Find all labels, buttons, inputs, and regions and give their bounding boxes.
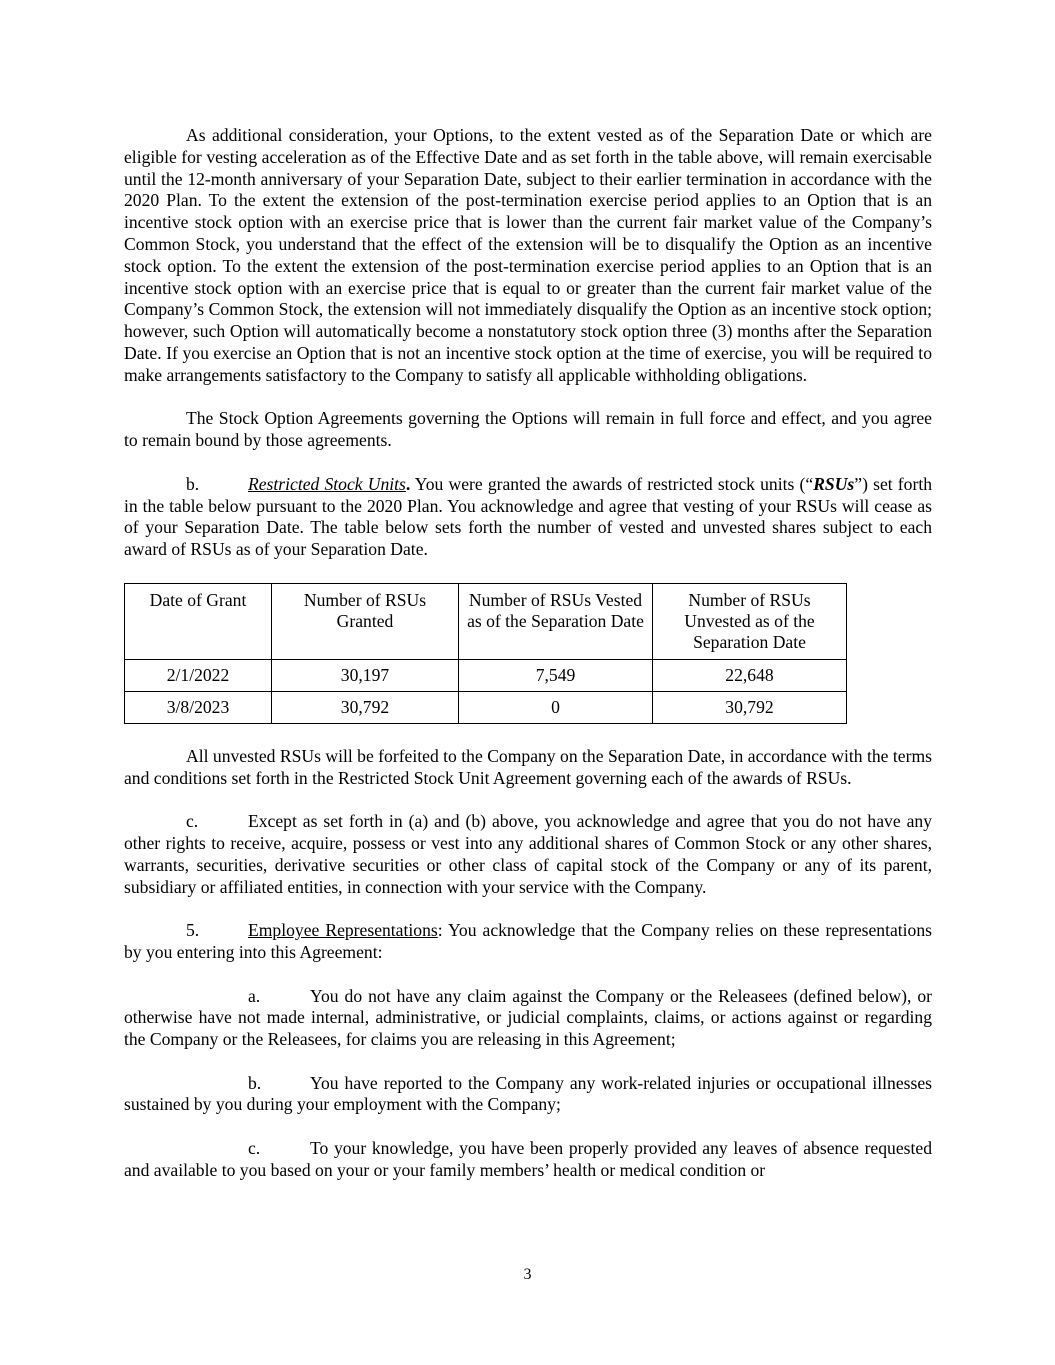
cell-rsus-vested: 7,549 [459,659,653,691]
representation-text: To your knowledge, you have been properly provided any leaves of absence requested and available to you based on your or your family members’ health or medical condition or [124,1138,932,1180]
stock-option-agreements-paragraph: The Stock Option Agreements governing the Options will remain in full force and effect, and you agree to remain bound by those agreements. [124,408,932,451]
representation-item [124,986,932,1051]
cell-date-of-grant: 2/1/2022 [125,659,272,691]
section-5-heading: Employee Representations [248,920,438,941]
section-b-paragraph [124,474,932,561]
table-row [125,691,847,723]
cell-rsus-granted: 30,197 [272,659,459,691]
rsu-table-header-row [125,583,847,659]
options-extension-paragraph: As additional consideration, your Options, to the extent vested as of the Separation Date or which are eligible for vesting acceleration as of the Effective Date and as set forth in the table above, will remain exercisable until the 12-month anniversary of your Separation Date, subject to their earlier termination in accordance with the 2020 Plan. To the extent the extension of the post-termination exercise period applies to an Option that is an incentive stock option with an exercise price that is lower than the current fair market value of the Company’s Common Stock, you understand that the effect of the extension will be to disqualify the Option as an incentive stock option. To the extent the extension of the post-termination exercise period applies to an Option that is an incentive stock option with an exercise price that is equal to or greater than the current fair market value of the Company’s Common Stock, the extension will not immediately disqualify the Option as an incentive stock option; however, such Option will automatically become a nonstatutory stock option three (3) months after the Separation Date. If you exercise an Option that is not an incentive stock option at the time of exercise, you will be required to make arrangements satisfactory to the Company to satisfy all applicable withholding obligations. [124,125,932,385]
rsu-table [124,583,847,724]
cell-rsus-granted: 30,792 [272,691,459,723]
section-c-label: c. [186,811,199,832]
representation-text: You have reported to the Company any work-related injuries or occupational illnesses sustained by you during your employment with the Company; [124,1072,932,1115]
cell-rsus-unvested: 30,792 [653,691,847,723]
section-c-text: Except as set forth in (a) and (b) above, you acknowledge and agree that you do not have any other rights to receive, acquire, possess or vest into any additional shares of Common Stock or any other shares, warrants, securities, derivative securities or other class of capital stock of the Company or any of its parent, subsidiary or affiliated entities, in connection with your service with the Company. [124,811,932,897]
header-rsus-unvested: Number of RSUs Unvested as of the Separation Date [653,583,847,659]
table-row [125,659,847,691]
representation-label: c. [248,1138,261,1159]
section-b-label: b. [186,473,200,494]
forfeiture-paragraph: All unvested RSUs will be forfeited to the Company on the Separation Date, in accordance with the terms and conditions set forth in the Restricted Stock Unit Agreement governing each of the awards of RSUs. [124,745,932,788]
document-page [124,125,932,1203]
representation-label: b. [248,1072,262,1093]
section-5-text: : You acknowledge that the Company relies on these representations by you entering into this Agreement: [124,920,932,962]
section-5-label: 5. [186,920,200,941]
representation-label: a. [248,985,261,1006]
cell-rsus-unvested: 22,648 [653,659,847,691]
section-b-text-after: ”) set forth in the table below pursuant to the 2020 Plan. You acknowledge and agree that vesting of your RSUs will cease as of your Separation Date. The table below sets forth the number of vested and unvested shares subject to each award of RSUs as of your Separation Date. [124,473,932,560]
representation-item [124,1138,932,1182]
representation-text: You do not have any claim against the Company or the Releasees (defined below), or otherwise have not made internal, administrative, or judicial complaints, claims, or actions against or regarding the Company or the Releasees, for claims you are releasing in this Agreement; [124,985,932,1050]
section-b-heading: Restricted Stock Units [248,473,406,494]
section-5-paragraph [124,920,932,964]
section-b-heading-period: . [405,473,411,494]
header-rsus-granted: Number of RSUs Granted [272,583,459,659]
section-c-paragraph [124,811,932,898]
cell-rsus-vested: 0 [459,691,653,723]
page-number: 3 [523,1266,532,1283]
header-rsus-vested: Number of RSUs Vested as of the Separation Date [459,583,653,659]
cell-date-of-grant: 3/8/2023 [125,691,272,723]
header-date-of-grant: Date of Grant [125,583,272,659]
representation-item [124,1073,932,1117]
rsus-defined-term: RSUs [813,473,855,494]
section-b-text-before: You were granted the awards of restricted stock units (“ [410,473,814,494]
